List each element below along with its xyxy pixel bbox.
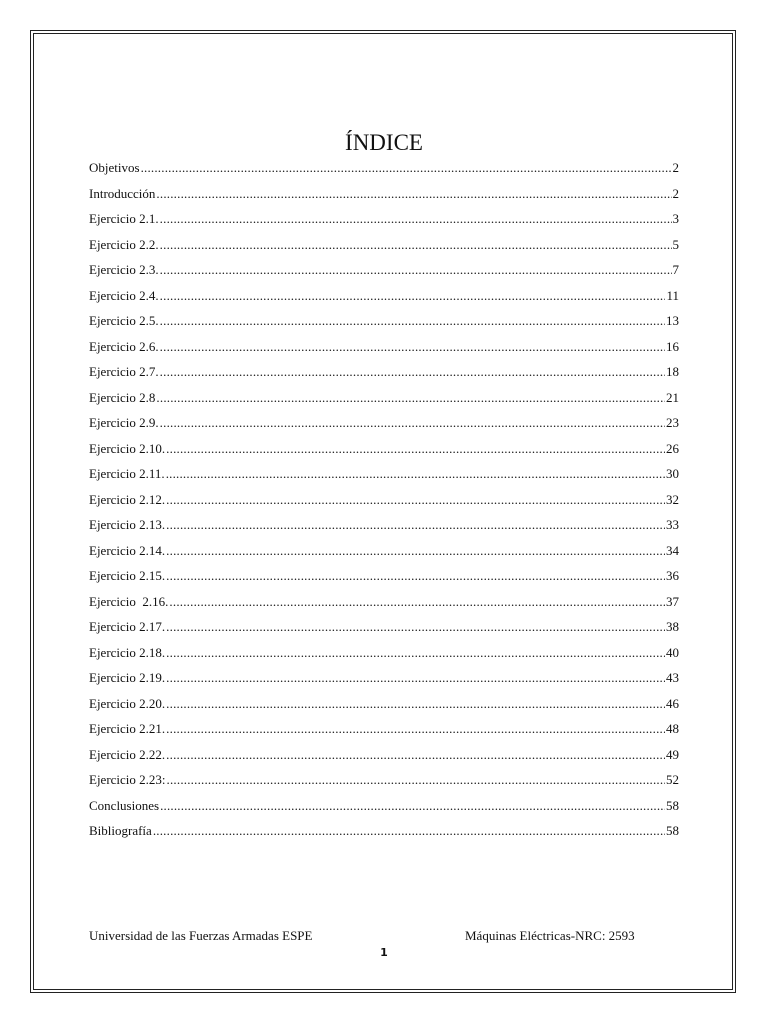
- toc-entry-page: 5: [672, 236, 679, 252]
- footer-course: Máquinas Eléctricas-NRC: 2593: [465, 928, 635, 943]
- toc-entry-label: Ejercicio 2.20.: [89, 695, 166, 711]
- toc-entry[interactable]: [89, 410, 679, 436]
- toc-entry[interactable]: [89, 767, 679, 793]
- toc-entry-page: 3: [672, 211, 679, 226]
- toc-entry[interactable]: [89, 716, 679, 742]
- toc-entry-label: Ejercicio 2.5.: [89, 313, 159, 328]
- toc-dot-leader: [166, 665, 665, 691]
- toc-entry-page: 36: [666, 568, 679, 583]
- toc-entry-label: Ejercicio 2.18.: [89, 644, 166, 660]
- toc-entry-page: 11: [666, 287, 679, 303]
- toc-entry-label: Ejercicio 2.14.: [89, 542, 166, 558]
- toc-dot-leader: [166, 436, 665, 462]
- toc-entry-label: Ejercicio 2.13.: [89, 517, 166, 532]
- toc-entry-label: Ejercicio 2.3.: [89, 262, 159, 277]
- toc-entry-page: 26: [666, 440, 679, 456]
- toc-entry[interactable]: [89, 742, 679, 768]
- toc-entry[interactable]: [89, 691, 679, 717]
- toc-entry-page: 16: [666, 338, 679, 354]
- toc-entry-label: Ejercicio 2.11.: [89, 466, 165, 481]
- toc-entry-label: Ejercicio 2.22.: [89, 746, 166, 762]
- toc-entry[interactable]: [89, 487, 679, 513]
- toc-title: ÍNDICE: [345, 130, 423, 155]
- toc-entry-page: 30: [666, 466, 679, 481]
- toc-dot-leader: [166, 538, 665, 564]
- toc-entry[interactable]: [89, 640, 679, 666]
- toc-dot-leader: [166, 563, 665, 589]
- toc-entry-page: 21: [666, 389, 679, 405]
- toc-dot-leader: [160, 410, 665, 436]
- toc-dot-leader: [166, 614, 665, 640]
- toc-entry-page: 18: [666, 364, 679, 379]
- toc-dot-leader: [169, 589, 665, 615]
- toc-entry-label: Ejercicio 2.8: [89, 389, 156, 405]
- toc-entry-label: Ejercicio 2.2.: [89, 236, 159, 252]
- toc-entry-label: Ejercicio 2.9.: [89, 415, 159, 430]
- toc-entry[interactable]: [89, 359, 679, 385]
- toc-entry-page: 32: [666, 491, 679, 507]
- toc-dot-leader: [141, 155, 672, 181]
- toc-dot-leader: [160, 359, 665, 385]
- toc-entry-page: 23: [666, 415, 679, 430]
- toc-entry-label: Bibliografía: [89, 823, 152, 838]
- toc-dot-leader: [166, 640, 665, 666]
- toc-entry-page: 46: [666, 695, 679, 711]
- toc-dot-leader: [160, 283, 666, 309]
- toc-entry[interactable]: [89, 257, 679, 283]
- toc-dot-leader: [153, 818, 665, 844]
- page-number: 1: [380, 946, 388, 959]
- toc-entry-page: 38: [666, 619, 679, 634]
- toc-entry[interactable]: [89, 793, 679, 819]
- toc-dot-leader: [160, 206, 672, 232]
- toc-dot-leader: [166, 742, 665, 768]
- toc-entry-label: Ejercicio 2.4.: [89, 287, 159, 303]
- toc-entry-page: 37: [666, 593, 679, 609]
- toc-entry-label: Ejercicio 2.23:: [89, 772, 166, 787]
- toc-entry-label: Objetivos: [89, 160, 140, 175]
- toc-entry[interactable]: [89, 538, 679, 564]
- footer-institution: Universidad de las Fuerzas Armadas ESPE: [89, 928, 313, 943]
- toc-entry-label: Ejercicio 2.1.: [89, 211, 159, 226]
- toc-dot-leader: [160, 334, 665, 360]
- toc-entry[interactable]: [89, 589, 679, 615]
- toc-entry-label: Conclusiones: [89, 797, 160, 813]
- toc-entry[interactable]: [89, 461, 679, 487]
- toc-dot-leader: [167, 767, 665, 793]
- toc-entry[interactable]: [89, 385, 679, 411]
- toc-entry[interactable]: [89, 283, 679, 309]
- toc-entry-label: Ejercicio 2.21.: [89, 721, 166, 736]
- toc-entry-page: 52: [666, 772, 679, 787]
- toc-dot-leader: [166, 716, 665, 742]
- toc-entry-page: 33: [666, 517, 679, 532]
- toc-dot-leader: [166, 512, 665, 538]
- toc-entry[interactable]: [89, 155, 679, 181]
- toc-entry[interactable]: [89, 334, 679, 360]
- toc-entry[interactable]: [89, 181, 679, 207]
- toc-dot-leader: [160, 257, 672, 283]
- toc-entry-label: Ejercicio 2.12.: [89, 491, 166, 507]
- toc-dot-leader: [166, 487, 665, 513]
- toc-entry[interactable]: [89, 436, 679, 462]
- toc-entry-page: 49: [666, 746, 679, 762]
- toc-dot-leader: [166, 461, 665, 487]
- toc-entry-page: 58: [666, 797, 679, 813]
- toc-entry[interactable]: [89, 563, 679, 589]
- toc-dot-leader: [166, 691, 665, 717]
- toc-entry-page: 58: [666, 823, 679, 838]
- toc-entry-label: Ejercicio 2.16.: [89, 593, 169, 609]
- toc-dot-leader: [156, 181, 671, 207]
- toc-entry-page: 7: [672, 262, 679, 277]
- toc-entry-page: 40: [666, 644, 679, 660]
- toc-dot-leader: [160, 793, 665, 819]
- toc-entry-label: Introducción: [89, 185, 156, 201]
- toc-entry-label: Ejercicio 2.19.: [89, 670, 166, 685]
- toc-entry-page: 13: [666, 313, 679, 328]
- toc-entry-page: 34: [666, 542, 679, 558]
- toc-dot-leader: [160, 308, 665, 334]
- toc-entry[interactable]: [89, 206, 679, 232]
- toc-entry-label: Ejercicio 2.6.: [89, 338, 159, 354]
- toc-entry-page: 2: [672, 185, 679, 201]
- toc-entry-page: 43: [666, 670, 679, 685]
- toc-entry[interactable]: [89, 232, 679, 258]
- toc-entry-page: 2: [672, 160, 679, 175]
- toc-entry[interactable]: [89, 665, 679, 691]
- toc-dot-leader: [156, 385, 665, 411]
- toc-list: [89, 155, 679, 844]
- toc-entry[interactable]: [89, 818, 679, 844]
- toc-entry-label: Ejercicio 2.10.: [89, 440, 166, 456]
- toc-dot-leader: [160, 232, 672, 258]
- toc-entry-page: 48: [666, 721, 679, 736]
- toc-entry[interactable]: [89, 308, 679, 334]
- toc-entry-label: Ejercicio 2.17.: [89, 619, 166, 634]
- toc-entry[interactable]: [89, 614, 679, 640]
- toc-entry-label: Ejercicio 2.7.: [89, 364, 159, 379]
- toc-entry-label: Ejercicio 2.15.: [89, 568, 166, 583]
- toc-entry[interactable]: [89, 512, 679, 538]
